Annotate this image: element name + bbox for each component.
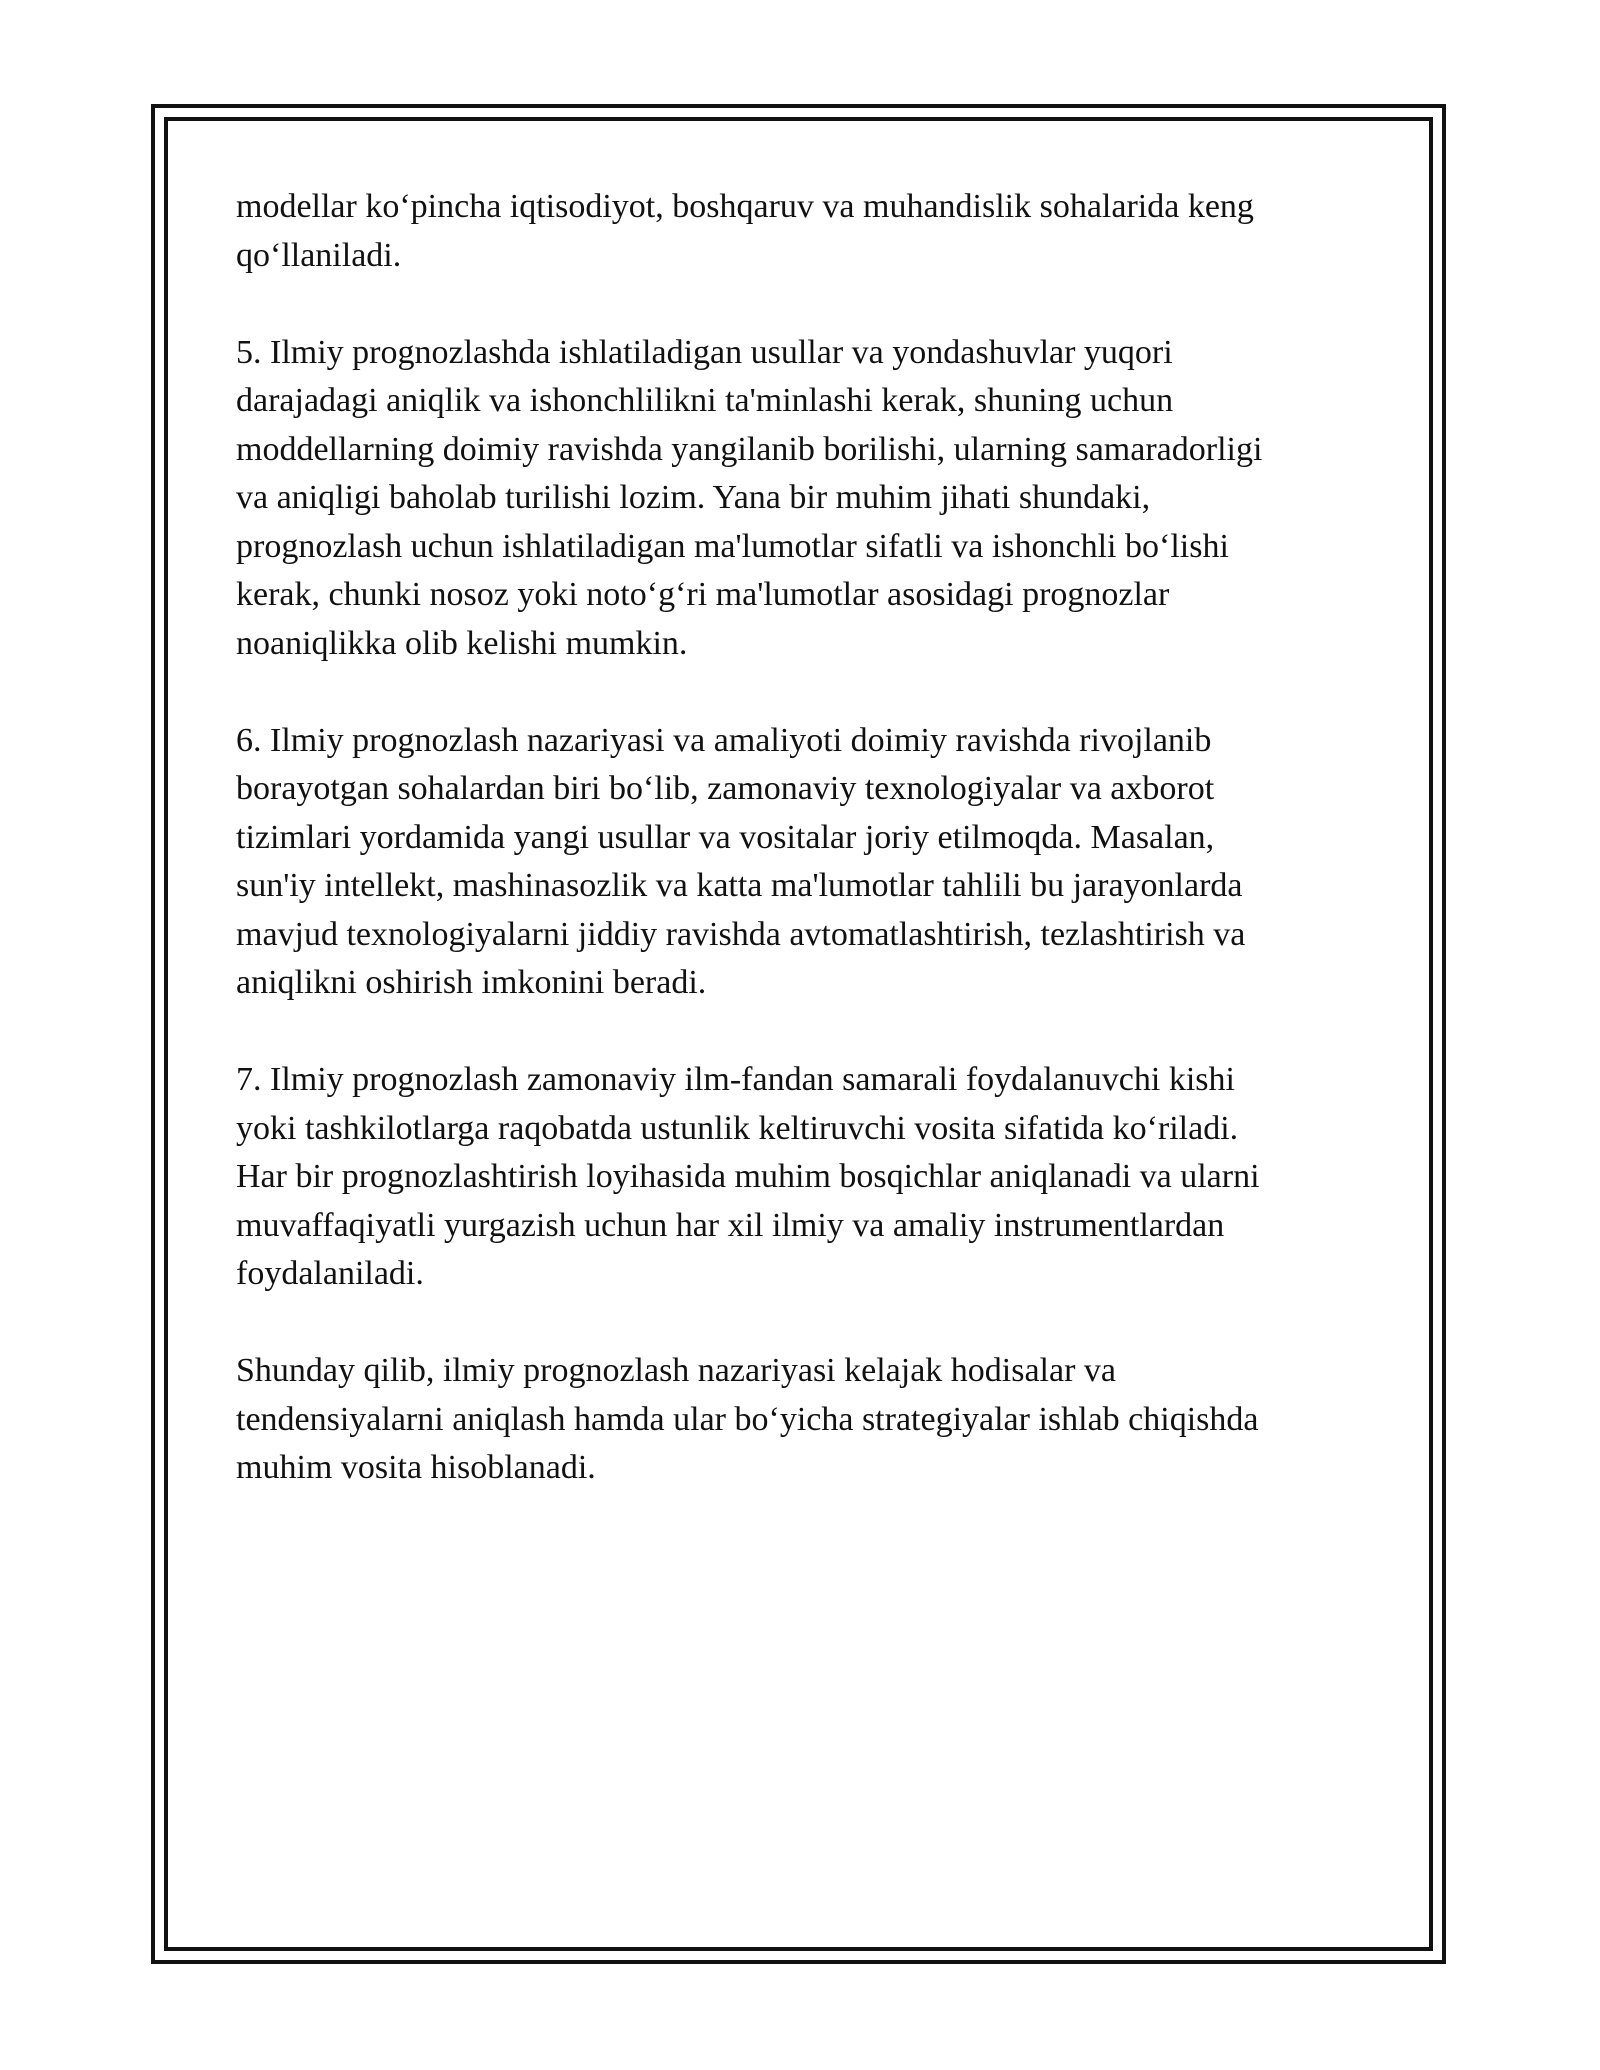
text-line: muvaffaqiyatli yurgazish uchun har xil ilmiy va amaliy instrumentlardan	[236, 1206, 1225, 1244]
text-line: tizimlari yordamida yangi usullar va vositalar joriy etilmoqda. Masalan,	[236, 818, 1215, 856]
text-line: aniqlikni oshirish imkonini beradi.	[236, 964, 707, 1001]
text-line: 5. Ilmiy prognozlashda ishlatiladigan usullar va yondashuvlar yuqori	[236, 333, 1173, 371]
text-line: muhim vosita hisoblanadi.	[236, 1449, 596, 1486]
text-line: 6. Ilmiy prognozlash nazariyasi va amaliyoti doimiy ravishda rivojlanib	[236, 721, 1212, 759]
text-line: kerak, chunki nosoz yoki noto‘g‘ri ma'lumotlar asosidagi prognozlar	[236, 576, 1170, 613]
text-line: borayotgan sohalardan biri bo‘lib, zamonaviy texnologiyalar va axborot	[236, 770, 1215, 807]
text-line: yoki tashkilotlarga raqobatda ustunlik keltiruvchi vosita sifatida ko‘riladi.	[236, 1109, 1239, 1147]
text-line: qo‘llaniladi.	[236, 236, 402, 274]
text-line: sun'iy intellekt, mashinasozlik va katta ma'lumotlar tahlili bu jarayonlarda	[236, 867, 1243, 904]
text-line: modellar ko‘pincha iqtisodiyot, boshqaruv va muhandislik sohalarida keng	[236, 188, 1254, 225]
paragraph-continuation	[236, 183, 1356, 280]
paragraph-conclusion	[236, 1347, 1356, 1493]
text-line: prognozlash uchun ishlatiladigan ma'lumotlar sifatli va ishonchli bo‘lishi	[236, 527, 1229, 565]
paragraph-6	[236, 717, 1356, 1008]
text-line: mavjud texnologiyalarni jiddiy ravishda avtomatlashtirish, tezlashtirish va	[236, 915, 1246, 953]
text-line: darajadagi aniqlik va ishonchlilikni ta'minlashi kerak, shuning uchun	[236, 382, 1174, 419]
paragraph-5	[236, 329, 1356, 669]
text-line: tendensiyalarni aniqlash hamda ular bo‘yicha strategiyalar ishlab chiqishda	[236, 1400, 1259, 1438]
text-line: foydalaniladi.	[236, 1255, 424, 1292]
text-line: Har bir prognozlashtirish loyihasida muhim bosqichlar aniqlanadi va ularni	[236, 1158, 1260, 1195]
document-body	[236, 183, 1356, 1541]
text-line: Shunday qilib, ilmiy prognozlash nazariyasi kelajak hodisalar va	[236, 1352, 1116, 1389]
text-line: moddellarning doimiy ravishda yangilanib borilishi, ularning samaradorligi	[236, 430, 1263, 468]
text-line: noaniqlikka olib kelishi mumkin.	[236, 624, 688, 662]
text-line: va aniqligi baholab turilishi lozim. Yana bir muhim jihati shundaki,	[236, 479, 1151, 516]
text-line: 7. Ilmiy prognozlash zamonaviy ilm-fandan samarali foydalanuvchi kishi	[236, 1061, 1235, 1098]
paragraph-7	[236, 1056, 1356, 1299]
